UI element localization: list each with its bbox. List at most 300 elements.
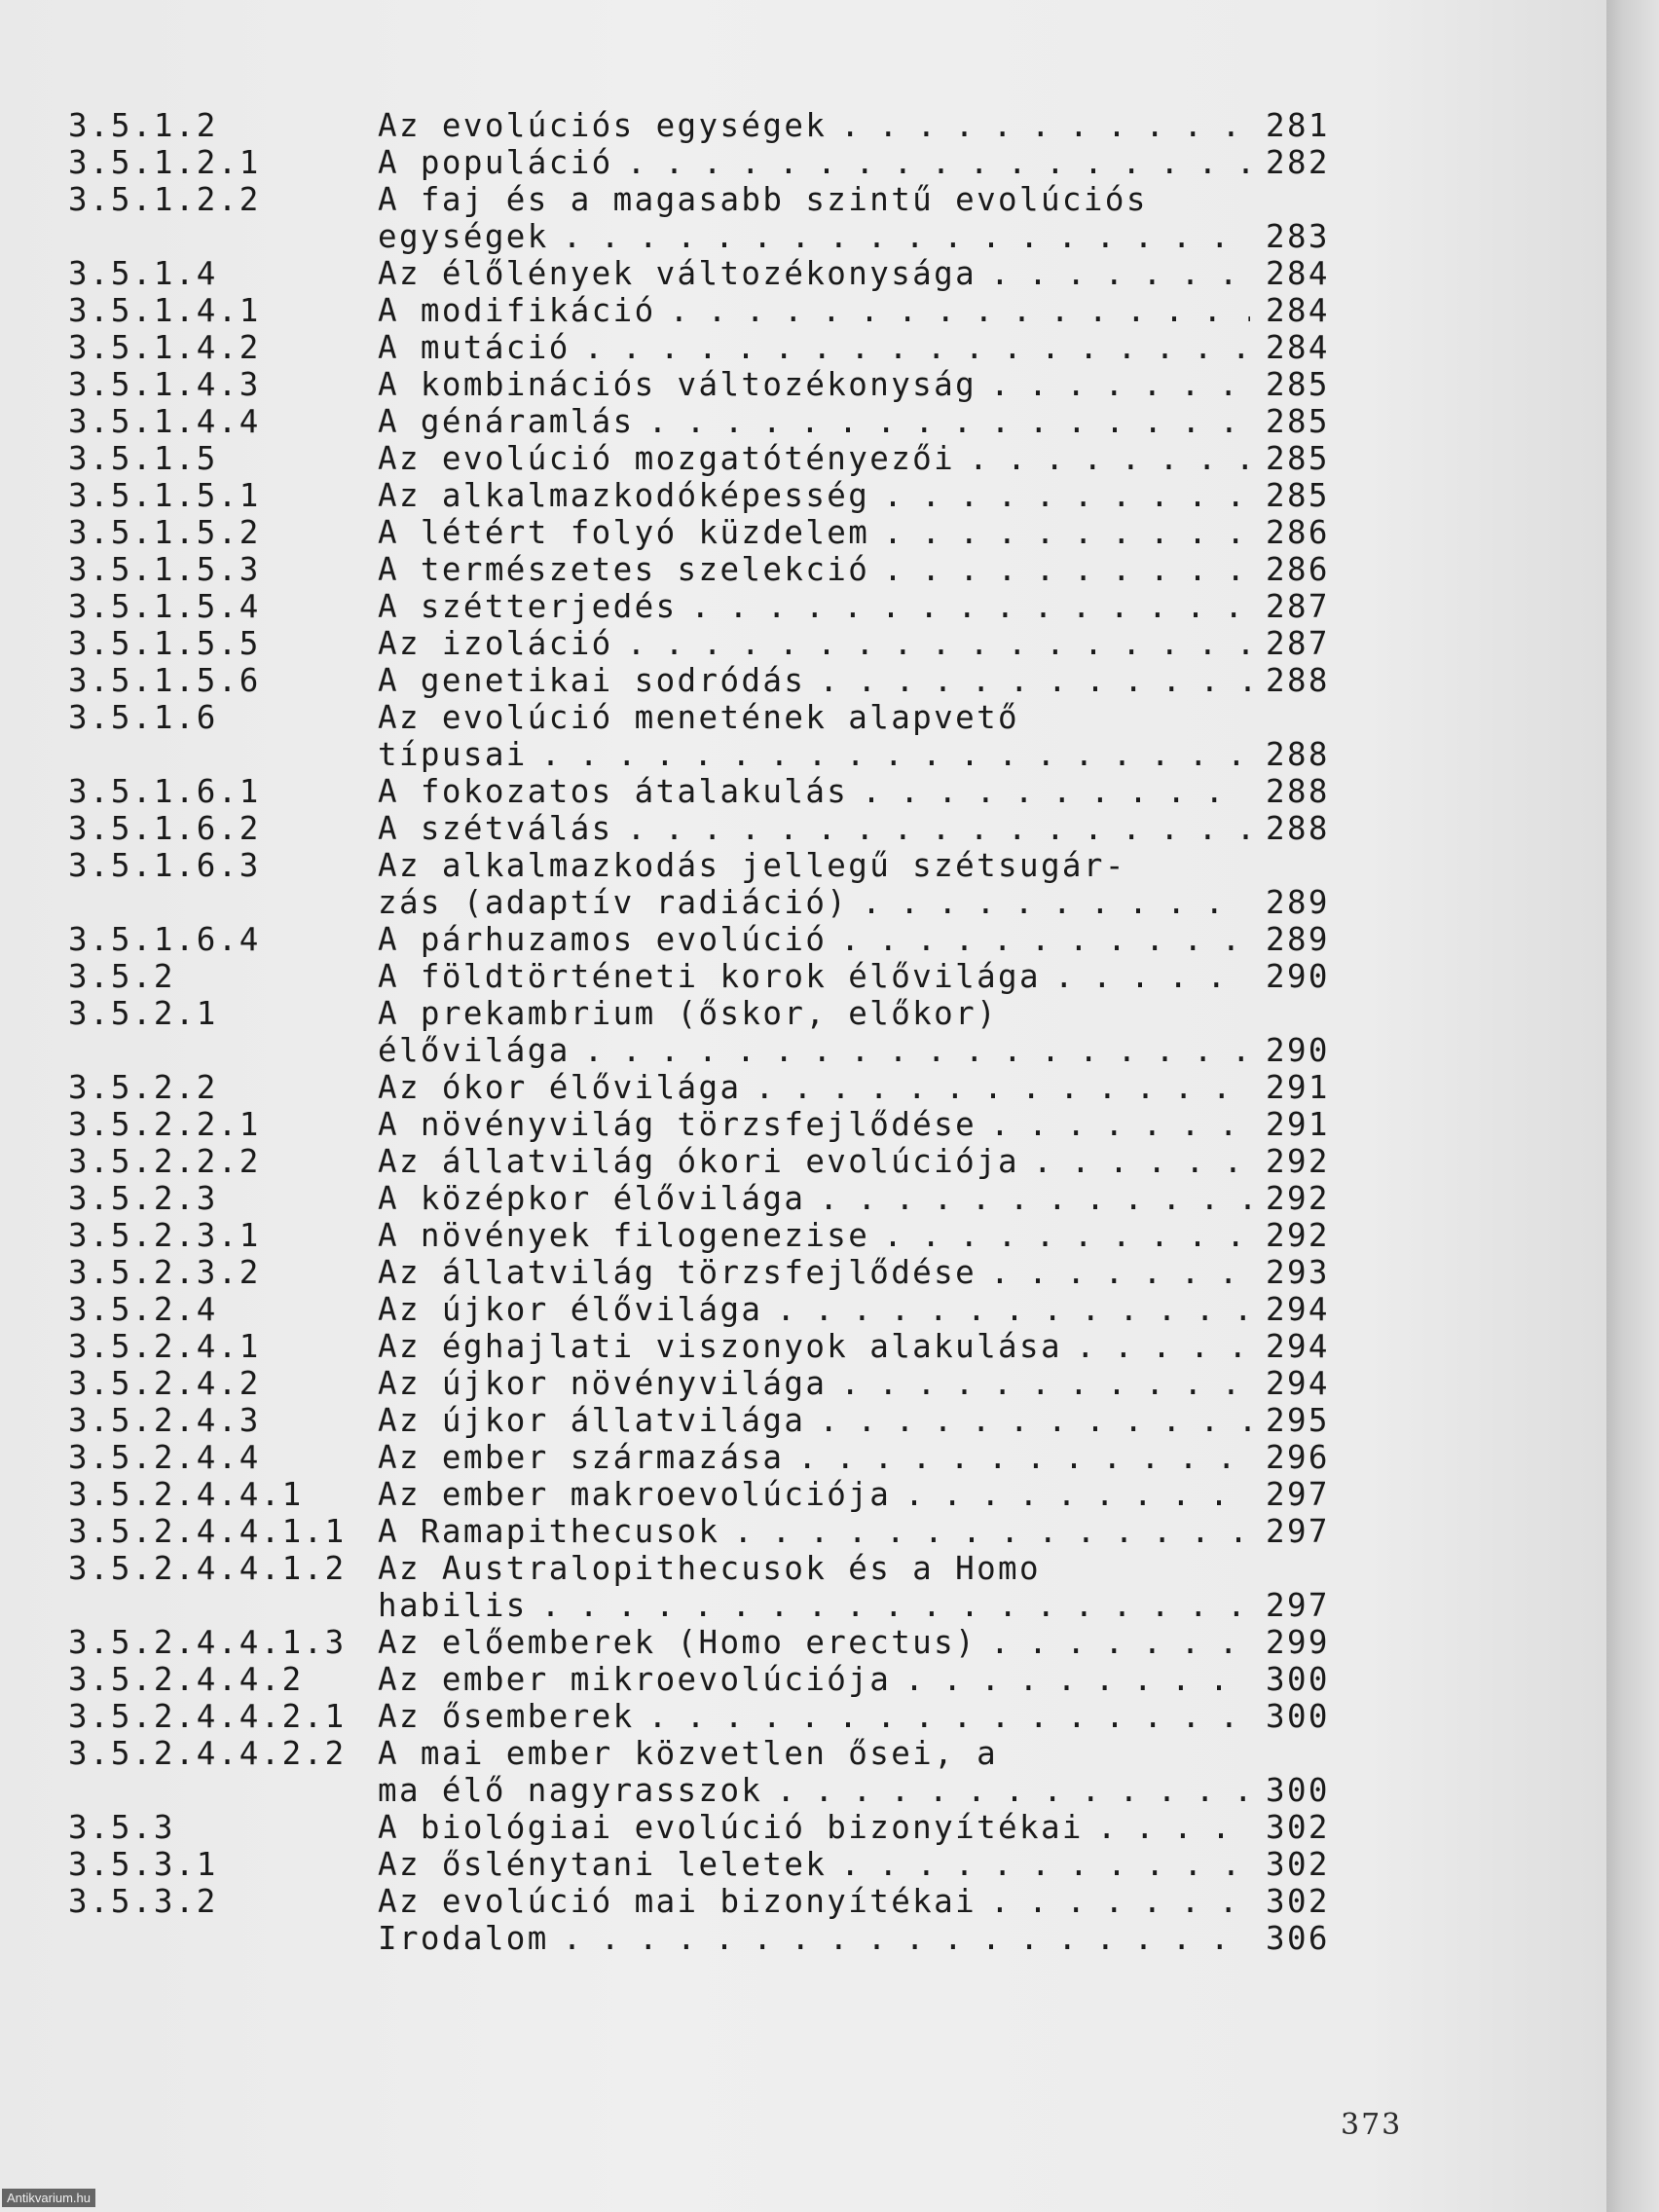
toc-entry [68, 144, 1353, 181]
title-line [378, 1809, 1250, 1846]
toc-entry [68, 1180, 1353, 1217]
toc-entry [68, 847, 1353, 921]
toc-entry [68, 625, 1353, 662]
dot-leader [891, 1476, 1250, 1513]
entry-page-number: 292 [1266, 1180, 1330, 1217]
dot-leader [1019, 1143, 1250, 1180]
title-text: Az újkor növényvilága [378, 1365, 828, 1402]
entry-title [378, 144, 1250, 181]
entry-title [378, 810, 1250, 847]
title-line [378, 847, 1250, 884]
title-text: zás (adaptív radiáció) [378, 884, 849, 921]
title-text: Az evolúció mai bizonyítékai [378, 1883, 977, 1920]
title-line [378, 255, 1250, 292]
toc-entry [68, 366, 1353, 403]
title-text: Az élőlények változékonysága [378, 255, 977, 292]
dot-leader [827, 921, 1250, 958]
entry-page-number: 284 [1266, 292, 1330, 329]
entry-title [378, 255, 1250, 292]
title-line [378, 1846, 1250, 1883]
toc-entry [68, 292, 1353, 329]
dot-leader [869, 477, 1250, 514]
entry-page-number: 292 [1266, 1217, 1330, 1254]
section-number: 3.5.1.4 [68, 255, 218, 292]
dot-leader [977, 1254, 1250, 1291]
entry-title [378, 662, 1250, 699]
title-line [378, 1698, 1250, 1735]
title-line [378, 514, 1250, 551]
toc-entry [68, 1254, 1353, 1291]
title-line [378, 1439, 1250, 1476]
entry-title [378, 1439, 1250, 1476]
section-number: 3.5.2.4.4.2.1 [68, 1698, 347, 1735]
entry-page-number: 284 [1266, 255, 1330, 292]
section-number: 3.5.1.4.1 [68, 292, 261, 329]
entry-title [378, 699, 1250, 773]
title-text: A mutáció [378, 329, 571, 366]
title-line [378, 366, 1250, 403]
toc-entry [68, 403, 1353, 440]
section-number: 3.5.2.4 [68, 1291, 218, 1328]
entry-title [378, 1513, 1250, 1550]
section-number: 3.5.1.6.4 [68, 921, 261, 958]
entry-title [378, 1550, 1250, 1624]
watermark: Antikvarium.hu [2, 2189, 95, 2207]
entry-title [378, 107, 1250, 144]
title-text: A földtörténeti korok élővilága [378, 958, 1041, 995]
title-line [378, 1106, 1250, 1143]
section-number: 3.5.1.4.4 [68, 403, 261, 440]
dot-leader [571, 1032, 1250, 1069]
entry-page-number: 292 [1266, 1143, 1330, 1180]
title-line [378, 1513, 1250, 1550]
dot-leader [955, 440, 1250, 477]
dot-leader [741, 1069, 1250, 1106]
title-line [378, 1661, 1250, 1698]
toc-entry [68, 1920, 1353, 1957]
title-text: Az ember származása [378, 1439, 785, 1476]
toc-entry [68, 255, 1353, 292]
title-line [378, 292, 1250, 329]
toc-entry [68, 551, 1353, 588]
entry-title [378, 1846, 1250, 1883]
title-text: A szétterjedés [378, 588, 678, 625]
entry-title [378, 1883, 1250, 1920]
entry-title [378, 921, 1250, 958]
title-line [378, 1365, 1250, 1402]
title-text: A prekambrium (őskor, előkor) [378, 995, 999, 1032]
toc-entry [68, 995, 1353, 1069]
entry-page-number: 300 [1266, 1698, 1330, 1735]
section-number: 3.5.2.4.1 [68, 1328, 261, 1365]
title-line [378, 477, 1250, 514]
dot-leader [613, 810, 1250, 847]
toc-entry [68, 181, 1353, 255]
section-number: 3.5.1.2.1 [68, 144, 261, 181]
toc-entry [68, 1883, 1353, 1920]
toc-entry [68, 1476, 1353, 1513]
page-edge-shadow [1606, 0, 1659, 2212]
entry-page-number: 289 [1266, 921, 1330, 958]
title-text: A faj és a magasabb szintű evolúciós [378, 181, 1148, 218]
title-line [378, 699, 1250, 736]
title-text: Az őslénytani leletek [378, 1846, 828, 1883]
dot-leader [869, 551, 1250, 588]
title-text: Az előemberek (Homo erectus) [378, 1624, 977, 1661]
dot-leader [678, 588, 1250, 625]
title-line [378, 1735, 1250, 1772]
title-text: A kombinációs változékonyság [378, 366, 977, 403]
entry-page-number: 300 [1266, 1772, 1330, 1809]
entry-title [378, 625, 1250, 662]
entry-title [378, 181, 1250, 255]
section-number: 3.5.1.2.2 [68, 181, 261, 218]
toc-entry [68, 1698, 1353, 1735]
toc-entry [68, 1328, 1353, 1365]
entry-page-number: 297 [1266, 1587, 1330, 1624]
dot-leader [977, 366, 1250, 403]
title-text: élővilága [378, 1032, 571, 1069]
entry-page-number: 288 [1266, 736, 1330, 773]
entry-title [378, 773, 1250, 810]
section-number: 3.5.2.4.2 [68, 1365, 261, 1402]
entry-title [378, 403, 1250, 440]
entry-page-number: 287 [1266, 588, 1330, 625]
entry-page-number: 281 [1266, 107, 1330, 144]
toc-entry [68, 514, 1353, 551]
title-line [378, 736, 1250, 773]
title-line [378, 144, 1250, 181]
title-line [378, 1624, 1250, 1661]
dot-leader [805, 1402, 1250, 1439]
entry-title [378, 292, 1250, 329]
entry-title [378, 1920, 1250, 1957]
dot-leader [977, 1106, 1250, 1143]
section-number: 3.5.2.4.4.1.2 [68, 1550, 347, 1587]
entry-page-number: 299 [1266, 1624, 1330, 1661]
dot-leader [805, 662, 1250, 699]
toc-entry [68, 921, 1353, 958]
entry-title [378, 958, 1250, 995]
title-line [378, 107, 1250, 144]
title-line [378, 1772, 1250, 1809]
title-text: A párhuzamos evolúció [378, 921, 828, 958]
entry-title [378, 1254, 1250, 1291]
entry-page-number: 294 [1266, 1328, 1330, 1365]
toc-entry [68, 440, 1353, 477]
title-line [378, 884, 1250, 921]
dot-leader [1041, 958, 1250, 995]
title-text: Az alkalmazkodás jellegű szétsugár- [378, 847, 1126, 884]
toc-entry [68, 1291, 1353, 1328]
dot-leader [848, 773, 1250, 810]
toc-entry [68, 1439, 1353, 1476]
entry-page-number: 285 [1266, 440, 1330, 477]
title-line [378, 1328, 1250, 1365]
entry-title [378, 514, 1250, 551]
section-number: 3.5.2.3.1 [68, 1217, 261, 1254]
toc-entry [68, 1365, 1353, 1402]
title-text: A természetes szelekció [378, 551, 870, 588]
entry-title [378, 1698, 1250, 1735]
title-line [378, 551, 1250, 588]
section-number: 3.5.1.5.4 [68, 588, 261, 625]
toc-entry [68, 329, 1353, 366]
entry-title [378, 1217, 1250, 1254]
toc-entry [68, 1143, 1353, 1180]
entry-page-number: 288 [1266, 662, 1330, 699]
entry-page-number: 291 [1266, 1069, 1330, 1106]
entry-page-number: 290 [1266, 1032, 1330, 1069]
title-line [378, 1032, 1250, 1069]
section-number: 3.5.2.2.2 [68, 1143, 261, 1180]
dot-leader [891, 1661, 1250, 1698]
section-number: 3.5.1.5.3 [68, 551, 261, 588]
entry-page-number: 302 [1266, 1846, 1330, 1883]
section-number: 3.5.1.5.1 [68, 477, 261, 514]
entry-page-number: 287 [1266, 625, 1330, 662]
section-number: 3.5.2.3 [68, 1180, 218, 1217]
toc-entry [68, 958, 1353, 995]
toc-entry [68, 699, 1353, 773]
section-number: 3.5.3.2 [68, 1883, 218, 1920]
title-text: A genetikai sodródás [378, 662, 806, 699]
title-line [378, 1883, 1250, 1920]
dot-leader [1062, 1328, 1250, 1365]
title-text: Az állatvilág törzsfejlődése [378, 1254, 977, 1291]
title-text: A populáció [378, 144, 613, 181]
title-line [378, 995, 1250, 1032]
toc-entry [68, 107, 1353, 144]
toc-entry [68, 1624, 1353, 1661]
entry-page-number: 295 [1266, 1402, 1330, 1439]
dot-leader [762, 1772, 1250, 1809]
dot-leader [613, 625, 1250, 662]
entry-page-number: 290 [1266, 958, 1330, 995]
dot-leader [549, 218, 1250, 255]
title-text: Az ősemberek [378, 1698, 635, 1735]
title-text: Irodalom [378, 1920, 549, 1957]
title-line [378, 403, 1250, 440]
entry-page-number: 288 [1266, 773, 1330, 810]
entry-page-number: 285 [1266, 477, 1330, 514]
title-text: A mai ember közvetlen ősei, a [378, 1735, 999, 1772]
dot-leader [805, 1180, 1250, 1217]
title-line [378, 1402, 1250, 1439]
entry-page-number: 297 [1266, 1476, 1330, 1513]
entry-page-number: 284 [1266, 329, 1330, 366]
entry-title [378, 995, 1250, 1069]
dot-leader [571, 329, 1250, 366]
section-number: 3.5.2.4.4.1 [68, 1476, 304, 1513]
title-text: Az alkalmazkodóképesség [378, 477, 870, 514]
toc-entry [68, 477, 1353, 514]
toc-entry [68, 1735, 1353, 1809]
section-number: 3.5.1.4.3 [68, 366, 261, 403]
dot-leader [827, 107, 1250, 144]
title-line [378, 625, 1250, 662]
entry-title [378, 329, 1250, 366]
entry-page-number: 300 [1266, 1661, 1330, 1698]
toc-entry [68, 1550, 1353, 1624]
entry-page-number: 285 [1266, 403, 1330, 440]
title-text: Az újkor állatvilága [378, 1402, 806, 1439]
toc-entry [68, 588, 1353, 625]
entry-title [378, 1365, 1250, 1402]
entry-title [378, 440, 1250, 477]
title-text: egységek [378, 218, 549, 255]
title-line [378, 1587, 1250, 1624]
title-text: A középkor élővilága [378, 1180, 806, 1217]
dot-leader [869, 1217, 1250, 1254]
dot-leader [656, 292, 1250, 329]
entry-title [378, 1476, 1250, 1513]
title-text: A génáramlás [378, 403, 635, 440]
dot-leader [848, 884, 1250, 921]
section-number: 3.5.1.2 [68, 107, 218, 144]
dot-leader [827, 1365, 1250, 1402]
title-line [378, 1254, 1250, 1291]
entry-page-number: 288 [1266, 810, 1330, 847]
toc-entry [68, 1513, 1353, 1550]
entry-page-number: 285 [1266, 366, 1330, 403]
title-text: ma élő nagyrasszok [378, 1772, 763, 1809]
title-text: Az izoláció [378, 625, 613, 662]
entry-title [378, 1291, 1250, 1328]
section-number: 3.5.2.4.4.1.3 [68, 1624, 347, 1661]
title-line [378, 958, 1250, 995]
toc-entry [68, 662, 1353, 699]
entry-title [378, 477, 1250, 514]
toc-entry [68, 1106, 1353, 1143]
entry-title [378, 1180, 1250, 1217]
title-text: Az evolúciós egységek [378, 107, 828, 144]
entry-title [378, 1328, 1250, 1365]
section-number: 3.5.2.1 [68, 995, 218, 1032]
title-text: Az újkor élővilága [378, 1291, 763, 1328]
entry-title [378, 366, 1250, 403]
title-text: A szétválás [378, 810, 613, 847]
title-line [378, 588, 1250, 625]
section-number: 3.5.1.5.2 [68, 514, 261, 551]
entry-title [378, 1106, 1250, 1143]
toc-entry [68, 810, 1353, 847]
section-number: 3.5.1.5.6 [68, 662, 261, 699]
dot-leader [613, 144, 1250, 181]
entry-title [378, 551, 1250, 588]
title-text: Az evolúció menetének alapvető [378, 699, 1019, 736]
section-number: 3.5.3.1 [68, 1846, 218, 1883]
title-line [378, 662, 1250, 699]
section-number: 3.5.2.4.3 [68, 1402, 261, 1439]
title-line [378, 773, 1250, 810]
title-text: A növényvilág törzsfejlődése [378, 1106, 977, 1143]
entry-title [378, 1143, 1250, 1180]
title-text: A létért folyó küzdelem [378, 514, 870, 551]
dot-leader [635, 403, 1250, 440]
section-number: 3.5.2.2 [68, 1069, 218, 1106]
entry-title [378, 1661, 1250, 1698]
entry-page-number: 302 [1266, 1883, 1330, 1920]
title-text: habilis [378, 1587, 528, 1624]
dot-leader [719, 1513, 1250, 1550]
entry-title [378, 847, 1250, 921]
entry-title [378, 1069, 1250, 1106]
title-line [378, 1180, 1250, 1217]
entry-title [378, 1809, 1250, 1846]
toc-entry [68, 1069, 1353, 1106]
title-line [378, 1920, 1250, 1957]
section-number: 3.5.2.4.4.1.1 [68, 1513, 347, 1550]
entry-page-number: 282 [1266, 144, 1330, 181]
dot-leader [977, 255, 1250, 292]
entry-page-number: 291 [1266, 1106, 1330, 1143]
title-text: A modifikáció [378, 292, 656, 329]
dot-leader [635, 1698, 1250, 1735]
title-text: Az ember mikroevolúciója [378, 1661, 892, 1698]
dot-leader [977, 1624, 1250, 1661]
entry-title [378, 1402, 1250, 1439]
title-line [378, 1476, 1250, 1513]
entry-page-number: 283 [1266, 218, 1330, 255]
entry-page-number: 286 [1266, 551, 1330, 588]
entry-title [378, 588, 1250, 625]
dot-leader [869, 514, 1250, 551]
entry-title [378, 1735, 1250, 1809]
title-line [378, 810, 1250, 847]
title-line [378, 921, 1250, 958]
dot-leader [827, 1846, 1250, 1883]
title-text: típusai [378, 736, 528, 773]
entry-page-number: 286 [1266, 514, 1330, 551]
entry-page-number: 289 [1266, 884, 1330, 921]
dot-leader [1084, 1809, 1250, 1846]
entry-page-number: 294 [1266, 1365, 1330, 1402]
dot-leader [549, 1920, 1250, 1957]
title-text: Az ókor élővilága [378, 1069, 742, 1106]
section-number: 3.5.2 [68, 958, 175, 995]
toc-entry [68, 1217, 1353, 1254]
title-line [378, 181, 1250, 218]
entry-page-number: 302 [1266, 1809, 1330, 1846]
entry-page-number: 293 [1266, 1254, 1330, 1291]
title-text: Az Australopithecusok és a Homo [378, 1550, 1041, 1587]
toc-entry [68, 773, 1353, 810]
table-of-contents [68, 107, 1353, 1957]
section-number: 3.5.1.4.2 [68, 329, 261, 366]
section-number: 3.5.2.4.4.2 [68, 1661, 304, 1698]
section-number: 3.5.2.2.1 [68, 1106, 261, 1143]
entry-page-number: 306 [1266, 1920, 1330, 1957]
title-line [378, 1143, 1250, 1180]
title-line [378, 1291, 1250, 1328]
toc-entry [68, 1661, 1353, 1698]
section-number: 3.5.2.4.4.2.2 [68, 1735, 347, 1772]
toc-entry [68, 1846, 1353, 1883]
title-text: A Ramapithecusok [378, 1513, 720, 1550]
title-line [378, 1217, 1250, 1254]
section-number: 3.5.1.5 [68, 440, 218, 477]
section-number: 3.5.2.4.4 [68, 1439, 261, 1476]
title-line [378, 440, 1250, 477]
title-text: Az éghajlati viszonyok alakulása [378, 1328, 1062, 1365]
title-line [378, 218, 1250, 255]
section-number: 3.5.1.6 [68, 699, 218, 736]
title-line [378, 1550, 1250, 1587]
section-number: 3.5.3 [68, 1809, 175, 1846]
entry-page-number: 296 [1266, 1439, 1330, 1476]
dot-leader [762, 1291, 1250, 1328]
